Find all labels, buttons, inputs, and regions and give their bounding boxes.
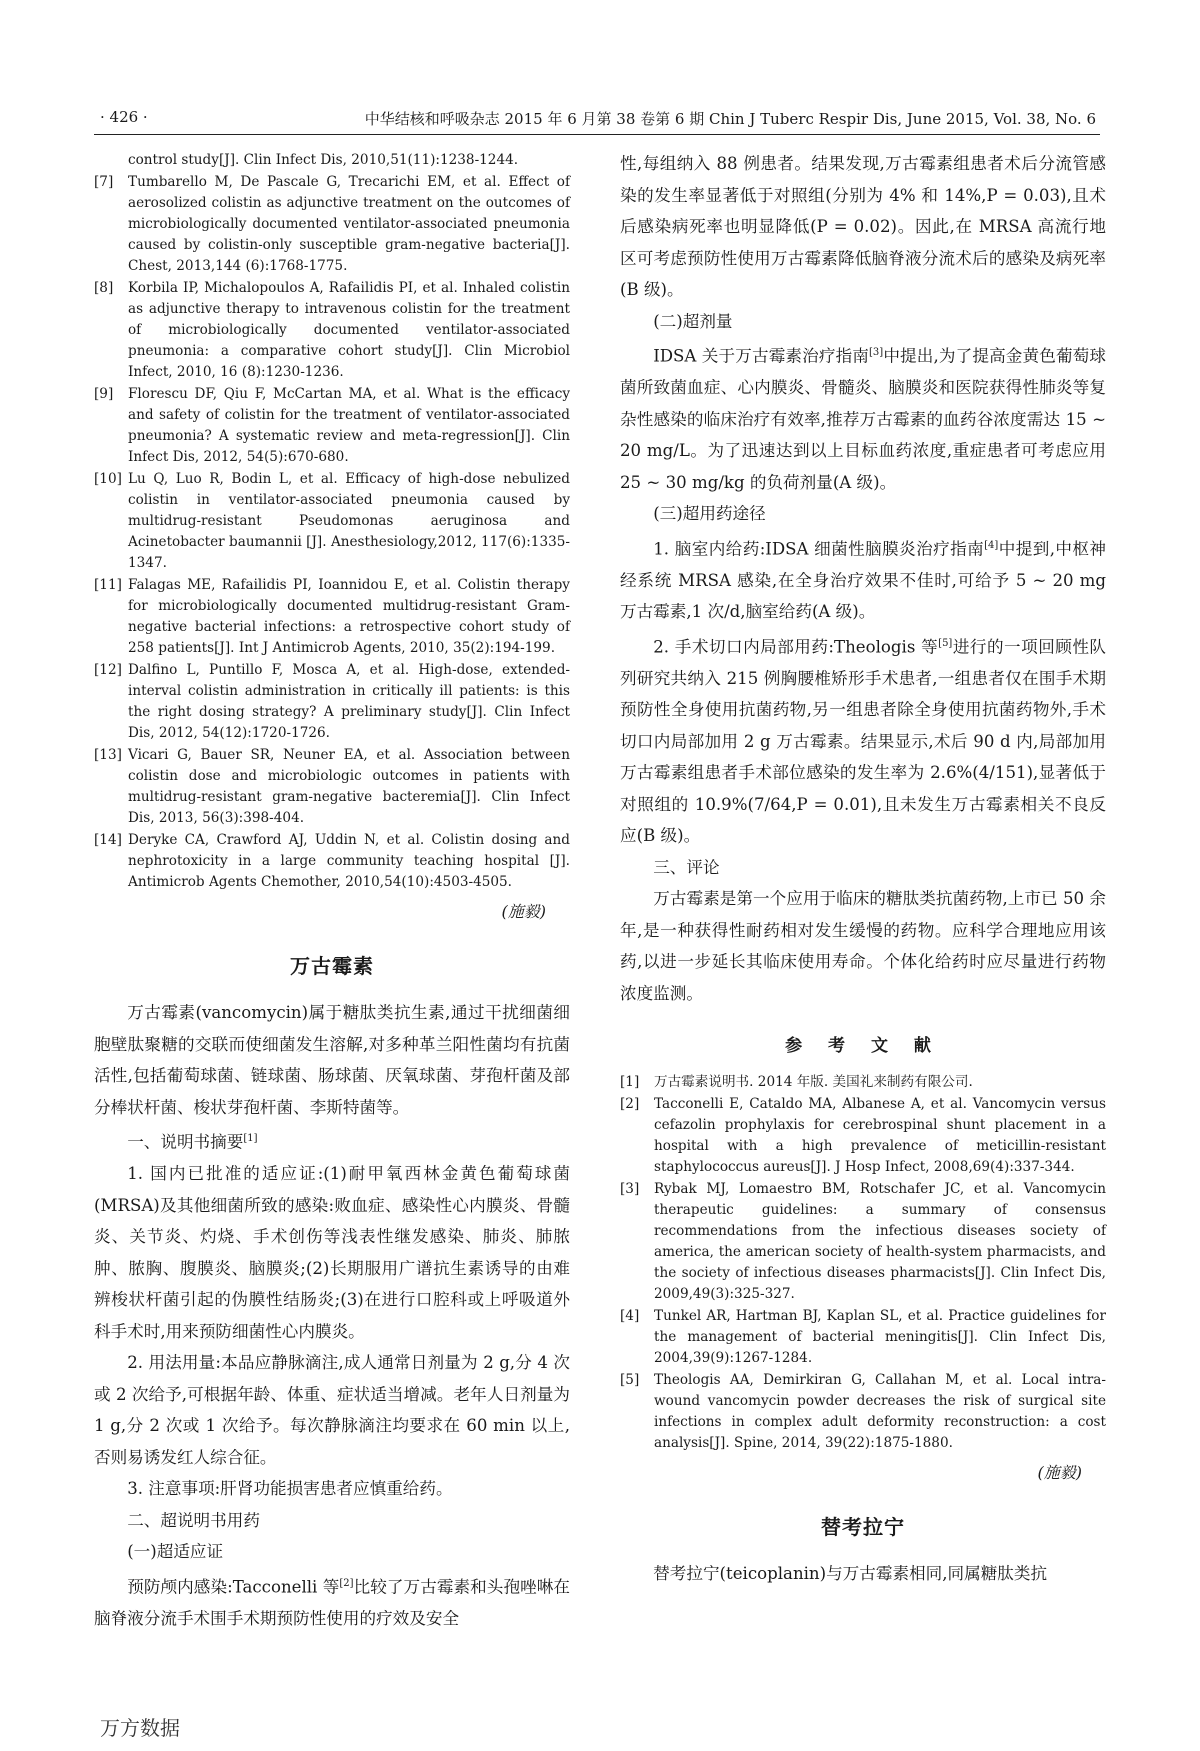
- teicoplanin-intro-paragraph: 替考拉宁(teicoplanin)与万古霉素相同,同属糖肽类抗: [653, 1564, 1048, 1584]
- reference-number: [13]: [94, 747, 122, 763]
- reference-item: [94, 745, 570, 829]
- reference-text: Vicari G, Bauer SR, Neuner EA, et al. Association between colistin dose and microbiologic outcomes in patients with multidrug-resistant gram-negative bacteremia[J]. Clin Infect Dis, 2013, 56(3):398-404.: [128, 747, 570, 826]
- left-column: [94, 150, 570, 1634]
- dosage-paragraph: 2. 用法用量:本品应静脉滴注,成人通常日剂量为 2 g,分 4 次或 2 次给予,可根据年龄、体重、症状适当增减。老年人日剂量为 1 g,分 2 次或 1 次给予。每次静脉滴注均要求在 60 min 以上,否则易诱发红人综合征。: [94, 1353, 570, 1467]
- reference-item: [620, 1094, 1106, 1178]
- reference-item: [94, 575, 570, 659]
- intro-paragraph: 万古霉素(vancomycin)属于糖肽类抗生素,通过干扰细菌细胞壁肽聚糖的交联而使细菌发生溶解,对多种革兰阳性菌均有抗菌活性,包括葡萄球菌、链球菌、肠球菌、厌氧球菌、芽孢杆菌及部分棒状杆菌、梭状芽孢杆菌、李斯特菌等。: [94, 1003, 570, 1117]
- author-signature-2: (施毅): [1037, 1463, 1082, 1483]
- reference-number: [7]: [94, 174, 114, 190]
- page-number: · 426 ·: [100, 108, 148, 126]
- reference-item: [620, 1072, 1106, 1093]
- reference-number: [12]: [94, 662, 122, 678]
- heading-comment: 三、评论: [653, 857, 720, 877]
- reference-text: Dalfino L, Puntillo F, Mosca A, et al. High-dose, extended-interval colistin administration in critically ill patients: is this the right dosing strategy? A preliminary study[J]. Clin Infect Dis, 2012, 54(12):1720-1726.: [128, 662, 570, 741]
- reference-number: [10]: [94, 471, 122, 487]
- heading-off-label: 二、超说明书用药: [127, 1510, 260, 1530]
- section-title-vancomycin: 万古霉素: [290, 954, 374, 978]
- reference-text: 万古霉素说明书. 2014 年版. 美国礼来制药有限公司.: [654, 1074, 973, 1091]
- author-signature: (施毅): [501, 902, 546, 921]
- reference-item: [94, 469, 570, 574]
- intraventricular-paragraph: 1. 脑室内给药:IDSA 细菌性脑膜炎治疗指南[4]中提到,中枢神经系统 MRSA 感染,在全身治疗效果不佳时,可给予 5 ~ 20 mg 万古霉素,1 次/d,脑室给药(A 级)。: [620, 539, 1106, 622]
- reference-number: [1]: [620, 1074, 640, 1091]
- watermark-text: 万方数据: [100, 1716, 180, 1740]
- references-heading: 参 考 文 献: [785, 1036, 941, 1057]
- local-incision-paragraph: 2. 手术切口内局部用药:Theologis 等[5]进行的一项回顾性队列研究共纳入 215 例胸腰椎矫形手术患者,一组患者仅在围手术期预防性全身使用抗菌药物,另一组患者除全身使用抗菌药物外,手术切口内局部加用 2 g 万古霉素。结果显示,术后 90 d 内,局部加用万古霉素组患者手术部位感染的发生率为 2.6%(4/151),显著低于对照组的 10.9%(7/64,P = 0.01),且未发生万古霉素相关不良反应(B 级)。: [620, 637, 1107, 846]
- idsa-dose-paragraph: IDSA 关于万古霉素治疗指南[3]中提出,为了提高金黄色葡萄球菌所致菌血症、心内膜炎、骨髓炎、脑膜炎和医院获得性肺炎等复杂性感染的临床治疗有效率,推荐万古霉素的血药谷浓度需达 15 ~ 20 mg/L。为了迅速达到以上目标血药浓度,重症患者可考虑应用 25 ~ 30 mg/kg 的负荷剂量(A 级)。: [620, 346, 1106, 492]
- heading-off-indication: (一)超适应证: [127, 1542, 224, 1562]
- reference-list-top: [94, 150, 570, 893]
- reference-number: [4]: [620, 1308, 640, 1325]
- heading-label-summary: 一、说明书摘要[1]: [127, 1132, 258, 1152]
- reference-item: [94, 384, 570, 468]
- reference-text: Theologis AA, Demirkiran G, Callahan M, et al. Local intra-wound vancomycin powder decreases the risk of surgical site infections in complex adult deformity reconstruction: a cost analysis[J]. Spine, 2014, 39(22):1875-1880.: [654, 1372, 1106, 1452]
- reference-item: [94, 278, 570, 383]
- journal-citation: 中华结核和呼吸杂志 2015 年 6 月第 38 卷第 6 期 Chin J Tuberc Respir Dis, June 2015, Vol. 38, No. 6: [364, 110, 1096, 128]
- reference-item: [620, 1179, 1106, 1305]
- reference-text: Tunkel AR, Hartman BJ, Kaplan SL, et al. Practice guidelines for the management of bacterial meningitis[J]. Clin Infect Dis, 2004,39(9):1267-1284.: [654, 1308, 1106, 1367]
- reference-text: Lu Q, Luo R, Bodin L, et al. Efficacy of high-dose nebulized colistin in ventilator-associated pneumonia caused by multidrug-resistant Pseudomonas aeruginosa and Acinetobacter baumannii [J]. Anesthesiology,2012, 117(6):1335-1347.: [128, 471, 570, 571]
- section-title-teicoplanin: 替考拉宁: [821, 1515, 905, 1540]
- reference-number: [14]: [94, 832, 122, 848]
- reference-item: [94, 830, 570, 893]
- reference-item: [94, 150, 570, 171]
- prevention-continued-paragraph: 性,每组纳入 88 例患者。结果发现,万古霉素组患者术后分流管感染的发生率显著低于对照组(分别为 4% 和 14%,P = 0.03),且术后感染病死率也明显降低(P = 0.02)。因此,在 MRSA 高流行地区可考虑预防性使用万古霉素降低脑脊液分流术后的感染及病死率(B 级)。: [620, 154, 1106, 299]
- right-column: [620, 148, 1106, 1590]
- reference-text: Deryke CA, Crawford AJ, Uddin N, et al. Colistin dosing and nephrotoxicity in a large community teaching hospital [J]. Antimicrob Agents Chemother, 2010,54(10):4503-4505.: [128, 832, 570, 890]
- running-header: [94, 104, 1100, 135]
- heading-over-dose: (二)超剂量: [653, 311, 733, 331]
- reference-text: Tumbarello M, De Pascale G, Trecarichi EM, et al. Effect of aerosolized colistin as adjunctive treatment on the outcomes of microbiologically documented ventilator-associated pneumonia caused by colistin-only susceptible gram-negative bacteria[J]. Chest, 2013,144 (6):1768-1775.: [128, 174, 570, 274]
- reference-item: [620, 1370, 1106, 1454]
- heading-route: (三)超用药途径: [653, 504, 766, 524]
- reference-item: [94, 172, 570, 277]
- reference-text: control study[J]. Clin Infect Dis, 2010,51(11):1238-1244.: [128, 152, 519, 168]
- reference-number: [3]: [620, 1181, 640, 1198]
- comment-paragraph: 万古霉素是第一个应用于临床的糖肽类抗菌药物,上市已 50 余年,是一种获得性耐药相对发生缓慢的药物。应科学合理地应用该药,以进一步延长其临床使用寿命。个体化给药时应尽量进行药物浓度监测。: [620, 889, 1106, 1003]
- reference-text: Florescu DF, Qiu F, McCartan MA, et al. What is the efficacy and safety of colistin for the treatment of ventilator-associated pneumonia? A systematic review and meta-regression[J]. Clin Infect Dis, 2012, 54(5):670-680.: [128, 386, 570, 465]
- reference-text: Tacconelli E, Cataldo MA, Albanese A, et al. Vancomycin versus cefazolin prophylaxis for cerebrospinal shunt placement in a hospital with a high prevalence of meticillin-resistant staphylococcus aureus[J]. J Hosp Infect, 2008,69(4):337-344.: [654, 1096, 1106, 1176]
- reference-text: Falagas ME, Rafailidis PI, Ioannidou E, et al. Colistin therapy for microbiologically documented multidrug-resistant Gram-negative bacterial infections: a retrospective cohort study of 258 patients[J]. Int J Antimicrob Agents, 2010, 35(2):194-199.: [128, 577, 570, 656]
- reference-text: Rybak MJ, Lomaestro BM, Rotschafer JC, et al. Vancomycin therapeutic guidelines: a summary of consensus recommendations from the infectious diseases society of america, the american society of health-system pharmacists, and the society of infectious diseases pharmacists[J]. Clin Infect Dis, 2009,49(3):325-327.: [654, 1181, 1106, 1303]
- reference-number: [8]: [94, 280, 114, 296]
- reference-number: [11]: [94, 577, 122, 593]
- reference-number: [2]: [620, 1096, 640, 1113]
- reference-text: Korbila IP, Michalopoulos A, Rafailidis PI, et al. Inhaled colistin as adjunctive therapy to intravenous colistin for the treatment of microbiologically documented ventilator-associated pneumonia: a comparative cohort study[J]. Clin Microbiol Infect, 2010, 16 (8):1230-1236.: [128, 280, 570, 380]
- reference-number: [9]: [94, 386, 114, 402]
- reference-item: [94, 660, 570, 744]
- reference-number: [5]: [620, 1372, 640, 1389]
- prevention-paragraph: 预防颅内感染:Tacconelli 等[2]比较了万古霉素和头孢唑啉在脑脊液分流手术围手术期预防性使用的疗效及安全: [94, 1577, 571, 1628]
- reference-list: [620, 1072, 1106, 1454]
- reference-item: [620, 1306, 1106, 1369]
- precautions-paragraph: 3. 注意事项:肝肾功能损害患者应慎重给药。: [127, 1479, 453, 1499]
- indications-paragraph: 1. 国内已批准的适应证:(1)耐甲氧西林金黄色葡萄球菌(MRSA)及其他细菌所致的感染:败血症、感染性心内膜炎、骨髓炎、关节炎、灼烧、手术创伤等浅表性继发感染、肺炎、肺脓肿、脓胸、腹膜炎、脑膜炎;(2)长期服用广谱抗生素诱导的由难辨梭状杆菌引起的伪膜性结肠炎;(3)在进行口腔科或上呼吸道外科手术时,用来预防细菌性心内膜炎。: [94, 1164, 570, 1341]
